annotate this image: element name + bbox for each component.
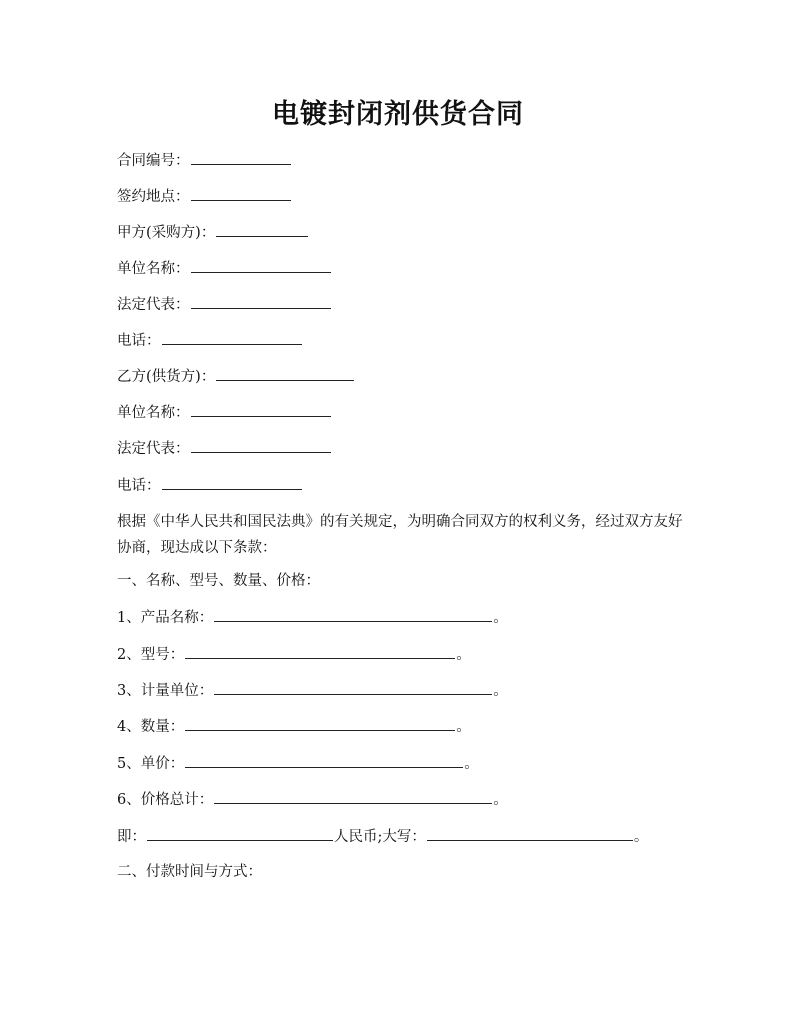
total-prefix: 即： — [117, 829, 146, 845]
total-amount-line — [117, 827, 648, 846]
fill-blank-amount[interactable] — [147, 827, 333, 841]
item-end: 。 — [493, 683, 508, 699]
fill-blank[interactable] — [214, 790, 492, 804]
field-party-b-phone — [117, 476, 303, 495]
fill-blank[interactable] — [185, 717, 455, 731]
fill-blank[interactable] — [185, 645, 455, 659]
field-party-a-company — [117, 259, 332, 278]
fill-blank[interactable] — [191, 403, 331, 417]
field-label: 法定代表： — [117, 441, 190, 457]
field-party-b-representative — [117, 439, 332, 458]
item-end: 。 — [464, 756, 479, 772]
field-party-b-company — [117, 403, 332, 422]
item-label: 4、数量： — [117, 719, 185, 735]
field-party-b — [117, 367, 355, 386]
fill-blank[interactable] — [216, 223, 308, 237]
item-end: 。 — [456, 719, 471, 735]
fill-blank[interactable] — [214, 681, 492, 695]
section-heading: 一、名称、型号、数量、价格： — [117, 573, 320, 589]
item-model — [117, 645, 471, 664]
item-total-price — [117, 790, 508, 809]
field-label: 电话： — [117, 478, 161, 494]
fill-blank[interactable] — [191, 259, 331, 273]
item-unit — [117, 681, 508, 700]
fill-blank[interactable] — [191, 187, 291, 201]
total-end: 。 — [633, 829, 649, 845]
item-quantity — [117, 717, 471, 736]
field-label: 乙方(供货方)： — [117, 369, 216, 385]
field-label: 电话： — [117, 333, 161, 349]
item-label: 2、型号： — [117, 647, 185, 663]
item-label: 3、计量单位： — [117, 683, 214, 699]
fill-blank[interactable] — [214, 608, 492, 622]
intro-paragraph: 根据《中华人民共和国民法典》的有关规定，为明确合同双方的权利义务，经过双方友好协商，现达成以下条款： — [117, 514, 683, 556]
field-party-a — [117, 223, 309, 242]
item-unit-price — [117, 754, 479, 773]
fill-blank[interactable] — [191, 439, 331, 453]
item-end: 。 — [493, 792, 508, 808]
section-heading: 二、付款时间与方式： — [117, 864, 262, 880]
fill-blank[interactable] — [162, 476, 302, 490]
item-label: 1、产品名称： — [117, 610, 214, 626]
fill-blank[interactable] — [191, 295, 331, 309]
field-signing-place — [117, 187, 292, 206]
fill-blank[interactable] — [216, 367, 354, 381]
field-party-a-phone — [117, 331, 303, 350]
field-contract-number — [117, 151, 292, 170]
total-middle: 人民币;大写： — [334, 829, 426, 845]
item-product-name — [117, 608, 508, 627]
field-label: 合同编号： — [117, 153, 190, 169]
page-title: 电镀封闭剂供货合同 — [272, 99, 524, 130]
field-label: 单位名称： — [117, 261, 190, 277]
item-end: 。 — [456, 647, 471, 663]
field-label: 法定代表： — [117, 297, 190, 313]
fill-blank[interactable] — [162, 331, 302, 345]
item-label: 6、价格总计： — [117, 792, 214, 808]
fill-blank-capital[interactable] — [427, 827, 633, 841]
item-label: 5、单价： — [117, 756, 185, 772]
fill-blank[interactable] — [191, 151, 291, 165]
field-label: 签约地点： — [117, 189, 190, 205]
item-end: 。 — [493, 610, 508, 626]
field-label: 单位名称： — [117, 405, 190, 421]
field-party-a-representative — [117, 295, 332, 314]
fill-blank[interactable] — [185, 754, 463, 768]
field-label: 甲方(采购方)： — [117, 225, 216, 241]
